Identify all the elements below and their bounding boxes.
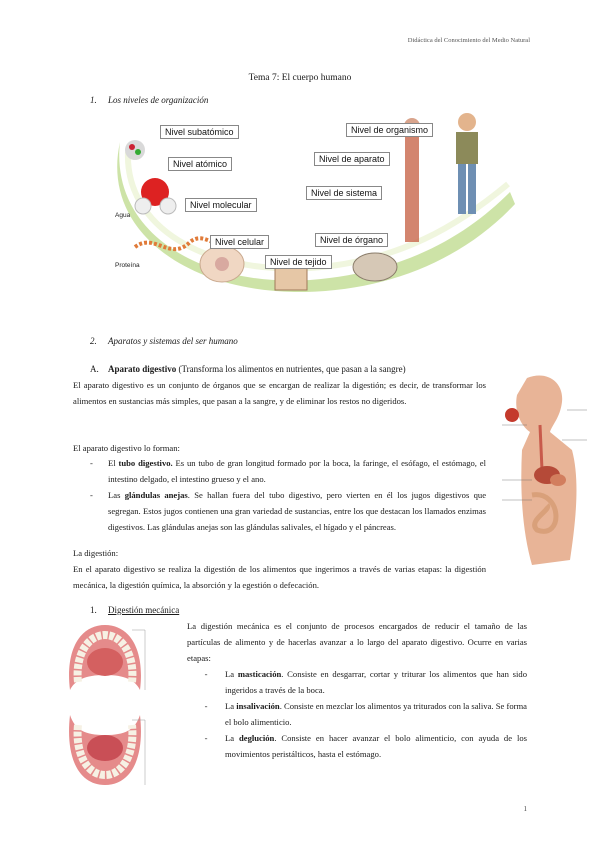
item-prefix: El — [108, 458, 119, 468]
subsection-heading-digestive — [90, 364, 406, 374]
running-header: Didáctica del Conocimiento del Medio Natural — [407, 37, 530, 44]
levels-figure — [110, 112, 520, 292]
step-text: . Consiste en desgarrar, cortar y triturar los alimentos que han sido ingeridos a través de la boca. — [225, 669, 528, 695]
tongue — [87, 735, 123, 761]
step-prefix: La — [225, 733, 239, 743]
digestive-system-figure — [492, 370, 592, 570]
atom-particle — [125, 140, 145, 160]
level-label: Nivel de tejido — [265, 255, 332, 269]
heading-number: 1. — [90, 605, 97, 615]
water-hydrogen-2 — [160, 198, 176, 214]
muscle-figure — [405, 132, 419, 242]
atom-neutron — [135, 149, 141, 155]
section-title: Aparatos y sistemas del ser humano — [108, 336, 238, 346]
section-number: 2. — [90, 336, 97, 346]
components-list — [90, 455, 486, 535]
level-label: Nivel de organismo — [346, 123, 433, 137]
person-shirt — [456, 132, 478, 164]
section-heading-systems — [90, 336, 238, 346]
level-label: Nivel de órgano — [315, 233, 388, 247]
step-prefix: La — [225, 669, 238, 679]
atom-proton — [129, 144, 135, 150]
item-text: . Se hallan fuera del tubo digestivo, pero vierten en él los jugos digestivos que segregan. Estos jugos contienen una gran variedad de sustancias, entre los que destacan los llamados enzimas digestivos. Las glándulas anejas son las glándulas salivales, el hígado y el páncreas. — [108, 490, 487, 532]
item-text: Es un tubo de gran longitud formado por la boca, la faringe, el esófago, el estómago, el intestino delgado, el intestino grueso y el ano. — [108, 458, 486, 484]
step-bold: masticación — [237, 669, 282, 679]
level-label: Nivel molecular — [185, 198, 257, 212]
step-item — [187, 666, 527, 698]
proteina-label: Proteína — [115, 262, 140, 269]
step-prefix: La — [225, 701, 237, 711]
section-title: Los niveles de organización — [108, 95, 209, 105]
document-title: Tema 7: El cuerpo humano — [248, 73, 352, 83]
list-dash: - — [90, 458, 93, 468]
step-item — [187, 698, 527, 730]
heading-title: Digestión mecánica — [108, 605, 180, 615]
formed-by-label: El aparato digestivo lo forman: — [73, 443, 180, 453]
teeth-illustration — [60, 620, 180, 790]
item-prefix: Las — [108, 490, 125, 500]
step-bold: deglución — [238, 733, 275, 743]
palate — [87, 648, 123, 676]
list-item — [90, 455, 486, 487]
item-bold: glándulas anejas — [124, 490, 188, 500]
level-label: Nivel de aparato — [314, 152, 390, 166]
person-leg-left — [458, 164, 466, 214]
item-bold: tubo digestivo. — [118, 458, 173, 468]
level-label: Nivel de sistema — [306, 186, 382, 200]
digestive-intro: El aparato digestivo es un conjunto de órganos que se encargan de realizar la digestión; es decir, de transformar los alimentos en sustancias más simples, que pasan a la sangre, y de eliminar los restos no digeridos. — [73, 380, 486, 406]
step-item — [187, 730, 527, 762]
level-label: Nivel subatómico — [160, 125, 239, 139]
water-hydrogen-1 — [135, 198, 151, 214]
page-number: 1 — [523, 805, 527, 813]
level-label: Nivel atómico — [168, 157, 232, 171]
stomach — [550, 474, 566, 486]
apple — [505, 408, 519, 422]
step-text: . Consiste en mezclar los alimentos ya triturados con la saliva. Se forma el bolo alimenticio. — [225, 701, 527, 727]
subsection-note: (Transforma los alimentos en nutrientes, que pasan a la sangre) — [178, 364, 406, 374]
list-item — [90, 487, 486, 535]
mechanical-steps — [187, 666, 527, 762]
step-text: . Consiste en hacer avanzar el bolo alimenticio, con ayuda de los movimientos peristálticos, hasta el estómago. — [225, 733, 527, 759]
section-heading-levels — [90, 95, 208, 105]
section-number: 1. — [90, 95, 97, 105]
person-leg-right — [468, 164, 476, 214]
agua-label: Agua — [115, 212, 131, 219]
step-dash: - — [204, 669, 208, 679]
cell-nucleus — [215, 257, 229, 271]
subsection-title: Aparato digestivo — [108, 364, 177, 374]
list-dash: - — [90, 490, 93, 500]
subsection-letter: A. — [90, 364, 99, 374]
mechanical-heading — [90, 605, 179, 615]
person-head — [458, 113, 476, 131]
digestion-text: En el aparato digestivo se realiza la digestión de los alimentos que ingerimos a través de varias etapas: la digestión mecánica, la digestión química, la absorción y la egestión o defecación. — [73, 564, 486, 590]
brain-organ — [353, 253, 397, 281]
digestion-label: La digestión: — [73, 548, 119, 558]
mechanical-intro: La digestión mecánica es el conjunto de procesos encargados de reducir el tamaño de las partículas de alimento y de hacerlas avanzar a lo largo del aparato digestivo. Ocurre en varias etapas: — [187, 621, 527, 663]
step-bold: insalivación — [236, 701, 280, 711]
step-dash: - — [204, 733, 208, 743]
esophagus — [540, 425, 542, 470]
teeth-figure — [60, 620, 180, 790]
digestive-illustration — [492, 370, 592, 570]
level-label: Nivel celular — [210, 235, 269, 249]
step-dash: - — [204, 701, 208, 711]
